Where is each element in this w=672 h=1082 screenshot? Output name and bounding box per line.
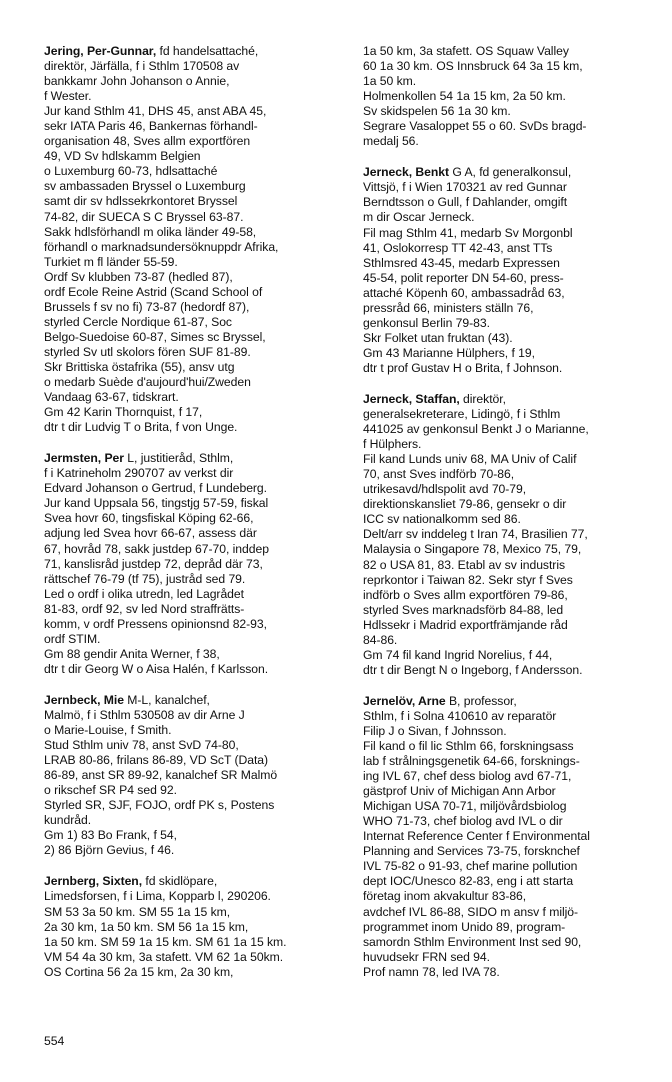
entry-line: bankkamr John Johanson o Annie, — [44, 74, 230, 89]
entry-line: programmet inom Unido 89, program- — [363, 919, 566, 934]
entry-line: reprkontor i Taiwan 82. Sekr styr f Sves — [363, 572, 573, 587]
entry-line: 2) 86 Björn Gevius, f 46. — [44, 843, 175, 858]
entry-text: M-L, kanalchef, — [123, 692, 210, 707]
entry-line: Fil kand o fil lic Sthlm 66, forskningsass — [363, 739, 574, 754]
entry-line: WHO 71-73, chef biolog avd IVL o dir — [363, 814, 563, 829]
entry-line: ICC sv nationalkomm sed 86. — [363, 512, 521, 527]
entry-line: Svea hovr 60, tingsfiskal Köping 62-66, — [44, 511, 254, 526]
entry-line: Turkiet m fl länder 55-59. — [44, 254, 178, 269]
entry-line: 82 o USA 81, 83. Etabl av sv industris — [363, 557, 566, 572]
entry-line: Gm 42 Karin Thornquist, f 17, — [44, 405, 203, 420]
biography-entry — [363, 392, 659, 678]
entry-line — [44, 44, 340, 59]
entry-line: samordn Sthlm Environment Inst sed 90, — [363, 934, 582, 949]
entry-line: 74-82, dir SUECA S C Bryssel 63-87. — [44, 209, 244, 224]
entry-line: styrled Cercle Nordique 61-87, Soc — [44, 314, 232, 329]
entry-line: 441025 av genkonsul Benkt J o Marianne, — [363, 422, 589, 437]
entry-line: Gm 74 fil kand Ingrid Norelius, f 44, — [363, 647, 553, 662]
entry-line: 60 1a 30 km. OS Innsbruck 64 3a 15 km, — [363, 59, 583, 74]
entry-line: Limedsforsen, f i Lima, Kopparb l, 290206. — [44, 889, 271, 904]
entry-line: sekr IATA Paris 46, Bankernas förhandl- — [44, 119, 258, 134]
entry-text: B, professor, — [445, 693, 517, 708]
entry-line: Brussels f sv no fi) 73-87 (hedordf 87), — [44, 299, 250, 314]
entry-line: förhandl o marknadsundersöknuppdr Afrika, — [44, 239, 279, 254]
biography-entry — [44, 693, 340, 859]
entry-line: Segrare Vasaloppet 55 o 60. SvDs bragd- — [363, 119, 587, 134]
entry-name-heading: Jerneck, Benkt — [363, 165, 450, 180]
entry-line: 1a 50 km. SM 59 1a 15 km. SM 61 1a 15 km. — [44, 934, 287, 949]
entry-line: Internat Reference Center f Environmental — [363, 829, 590, 844]
biography-entry — [363, 694, 659, 980]
entry-line: Vittsjö, f i Wien 170321 av red Gunnar — [363, 180, 567, 195]
entry-line: 1a 50 km. — [363, 74, 417, 89]
entry-line: Malaysia o Singapore 78, Mexico 75, 79, — [363, 542, 582, 557]
entry-text: fd skidlöpare, — [142, 874, 218, 889]
entry-line: 41, Oslokorresp TT 42-43, anst TTs — [363, 240, 553, 255]
entry-line: företag inom akvakultur 83-86, — [363, 889, 527, 904]
biography-entry — [44, 44, 340, 435]
entry-line: OS Cortina 56 2a 15 km, 2a 30 km, — [44, 964, 234, 979]
entry-line: 71, kanslisråd justdep 72, depråd där 73, — [44, 556, 263, 571]
entry-line: genkonsul Berlin 79-83. — [363, 315, 490, 330]
entry-line: 45-54, polit reporter DN 54-60, press- — [363, 270, 564, 285]
entry-line: ordf STIM. — [44, 631, 101, 646]
entry-line: dtr t dir Bengt N o Ingeborg, f Andersson. — [363, 662, 583, 677]
entry-line: styrled Sv utl skolors fören SUF 81-89. — [44, 344, 251, 359]
biography-entry — [363, 44, 659, 149]
entry-line: pressråd 66, ministers ställn 76, — [363, 300, 534, 315]
entry-line: dtr t prof Gustav H o Brita, f Johnson. — [363, 360, 563, 375]
entry-line: o Marie-Louise, f Smith. — [44, 723, 172, 738]
entry-line: SM 53 3a 50 km. SM 55 1a 15 km, — [44, 904, 231, 919]
entry-name-heading: Jering, Per-Gunnar, — [44, 44, 157, 58]
entry-line: 70, anst Sves indförb 70-86, — [363, 467, 515, 482]
entry-line — [363, 392, 659, 407]
entry-line: Gm 88 gendir Anita Werner, f 38, — [44, 646, 220, 661]
entry-line: o rikschef SR P4 sed 92. — [44, 783, 177, 798]
entry-line: Stud Sthlm univ 78, anst SvD 74-80, — [44, 738, 239, 753]
entry-line: Sakk hdlsförhandl m olika länder 49-58, — [44, 224, 257, 239]
entry-name-heading: Jernbeck, Mie — [44, 692, 124, 707]
entry-line: Jur kand Sthlm 41, DHS 45, anst ABA 45, — [44, 104, 267, 119]
entry-line: avdchef IVL 86-88, SIDO m ansv f miljö- — [363, 904, 579, 919]
entry-name-heading: Jerneck, Staffan, — [363, 391, 460, 406]
entry-line: samt dir sv hdlssekrkontoret Bryssel — [44, 194, 238, 209]
entry-line — [44, 693, 340, 708]
entry-line: f i Katrineholm 290707 av verkst dir — [44, 466, 234, 481]
entry-line: o Luxemburg 60-73, hdlsattaché — [44, 164, 218, 179]
biography-entry — [44, 874, 340, 979]
entry-line: Filip J o Sivan, f Johnsson. — [363, 723, 507, 738]
entry-line: direktör, Järfälla, f i Sthlm 170508 av — [44, 59, 240, 74]
biography-entry — [44, 451, 340, 677]
entry-line: Sthlmsred 43-45, medarb Expressen — [363, 255, 560, 270]
entry-line: attaché Köpenh 60, ambassadråd 63, — [363, 285, 565, 300]
left-column — [44, 44, 340, 996]
entry-line: 86-89, anst SR 89-92, kanalchef SR Malmö — [44, 768, 278, 783]
entry-text: G A, fd generalkonsul, — [449, 165, 572, 180]
entry-line: Skr Folket utan fruktan (43). — [363, 330, 513, 345]
entry-line — [44, 874, 340, 889]
entry-line: gästprof Univ of Michigan Ann Arbor — [363, 784, 556, 799]
entry-line: komm, v ordf Pressens opinionsnd 82-93, — [44, 616, 267, 631]
entry-line: styrled Sves marknadsförb 84-88, led — [363, 602, 564, 617]
entry-line: kundråd. — [44, 813, 92, 828]
entry-line — [363, 165, 659, 180]
entry-line: Delt/arr sv inddeleg t Iran 74, Brasilien 77, — [363, 527, 588, 542]
entry-text: fd handelsattaché, — [156, 44, 259, 58]
entry-line: medalj 56. — [363, 134, 419, 149]
entry-line: 1a 50 km, 3a stafett. OS Squaw Valley — [363, 44, 569, 58]
entry-line: Vandaag 63-67, tidskrart. — [44, 390, 179, 405]
entry-line: Gm 1) 83 Bo Frank, f 54, — [44, 828, 177, 843]
right-column — [363, 44, 659, 996]
entry-line: f Hülphers. — [363, 437, 422, 452]
entry-line: 67, hovråd 78, sakk justdep 67-70, inddep — [44, 541, 269, 556]
entry-line — [363, 694, 659, 709]
entry-line: ing IVL 67, chef dess biolog avd 67-71, — [363, 769, 572, 784]
entry-name-heading: Jermsten, Per — [44, 451, 124, 466]
entry-line: utrikesavd/hdlspolit avd 70-79, — [363, 482, 527, 497]
entry-line — [44, 451, 340, 466]
biography-entry — [363, 165, 659, 376]
entry-line: generalsekreterare, Lidingö, f i Sthlm — [363, 407, 561, 422]
entry-line: direktionskansliet 79-86, gensekr o dir — [363, 497, 567, 512]
entry-line: Planning and Services 73-75, forsknchef — [363, 844, 580, 859]
entry-line: Holmenkollen 54 1a 15 km, 2a 50 km. — [363, 89, 566, 104]
entry-name-heading: Jernberg, Sixten, — [44, 874, 143, 889]
entry-line: Gm 43 Marianne Hülphers, f 19, — [363, 345, 535, 360]
entry-line: Sthlm, f i Solna 410610 av reparatör — [363, 708, 557, 723]
entry-name-heading: Jernelöv, Arne — [363, 693, 446, 708]
entry-line: IVL 75-82 o 91-93, chef marine pollution — [363, 859, 578, 874]
entry-line: Styrled SR, SJF, FOJO, ordf PK s, Postens — [44, 798, 275, 813]
entry-line: 84-86. — [363, 632, 398, 647]
entry-line: rättschef 76-79 (tf 75), justråd sed 79. — [44, 571, 246, 586]
entry-line: m dir Oscar Jerneck. — [363, 210, 475, 225]
entry-text: L, justitieråd, Sthlm, — [123, 451, 234, 466]
entry-line: ordf Ecole Reine Astrid (Scand School of — [44, 284, 263, 299]
entry-line: dtr t dir Georg W o Aisa Halén, f Karlsson. — [44, 661, 269, 676]
entry-line: f Wester. — [44, 89, 92, 104]
entry-line: sv ambassaden Bryssel o Luxemburg — [44, 179, 246, 194]
entry-line: Hdlssekr i Madrid exportfrämjande råd — [363, 617, 568, 632]
entry-line: organisation 48, Sves allm exportfören — [44, 134, 251, 149]
entry-line: 2a 30 km, 1a 50 km. SM 56 1a 15 km, — [44, 919, 249, 934]
entry-line: Fil mag Sthlm 41, medarb Sv Morgonbl — [363, 225, 573, 240]
entry-line: huvudsekr FRN sed 94. — [363, 949, 490, 964]
entry-line: 49, VD Sv hdlskamm Belgien — [44, 149, 201, 164]
entry-text: direktör, — [459, 391, 506, 406]
entry-line: Prof namn 78, led IVA 78. — [363, 964, 500, 979]
entry-line: Led o ordf i olika utredn, led Lagrådet — [44, 586, 244, 601]
entry-line: LRAB 80-86, frilans 86-89, VD ScT (Data) — [44, 753, 269, 768]
entry-line: indförb o Sves allm exportfören 79-86, — [363, 587, 568, 602]
entry-line: Ordf Sv klubben 73-87 (hedled 87), — [44, 269, 233, 284]
entry-line: Belgo-Suedoise 60-87, Simes sc Bryssel, — [44, 329, 266, 344]
page-number: 554 — [44, 1034, 65, 1048]
entry-line: lab f strålningsgenetik 64-66, forsknings- — [363, 754, 580, 769]
entry-line: adjung led Svea hovr 66-67, assess där — [44, 526, 257, 541]
entry-line: VM 54 4a 30 km, 3a stafett. VM 62 1a 50km. — [44, 949, 284, 964]
entry-line: Berndtsson o Gull, f Dahlander, omgift — [363, 195, 568, 210]
entry-line: dept IOC/Unesco 82-83, eng i att starta — [363, 874, 574, 889]
entry-line: Michigan USA 70-71, miljövårdsbiolog — [363, 799, 567, 814]
entry-line: o medarb Suède d'aujourd'hui/Zweden — [44, 375, 251, 390]
entry-line: Skr Brittiska östafrika (55), ansv utg — [44, 359, 235, 374]
entry-line: Edvard Johanson o Gertrud, f Lundeberg. — [44, 481, 267, 496]
entry-line: Malmö, f i Sthlm 530508 av dir Arne J — [44, 707, 245, 722]
entry-line: dtr t dir Ludvig T o Brita, f von Unge. — [44, 420, 238, 435]
entry-line: Sv skidspelen 56 1a 30 km. — [363, 104, 511, 119]
entry-line: Jur kand Uppsala 56, tingstjg 57-59, fiskal — [44, 496, 269, 511]
entry-line: 81-83, ordf 92, sv led Nord straffrätts- — [44, 601, 245, 616]
entry-line: Fil kand Lunds univ 68, MA Univ of Calif — [363, 452, 577, 467]
